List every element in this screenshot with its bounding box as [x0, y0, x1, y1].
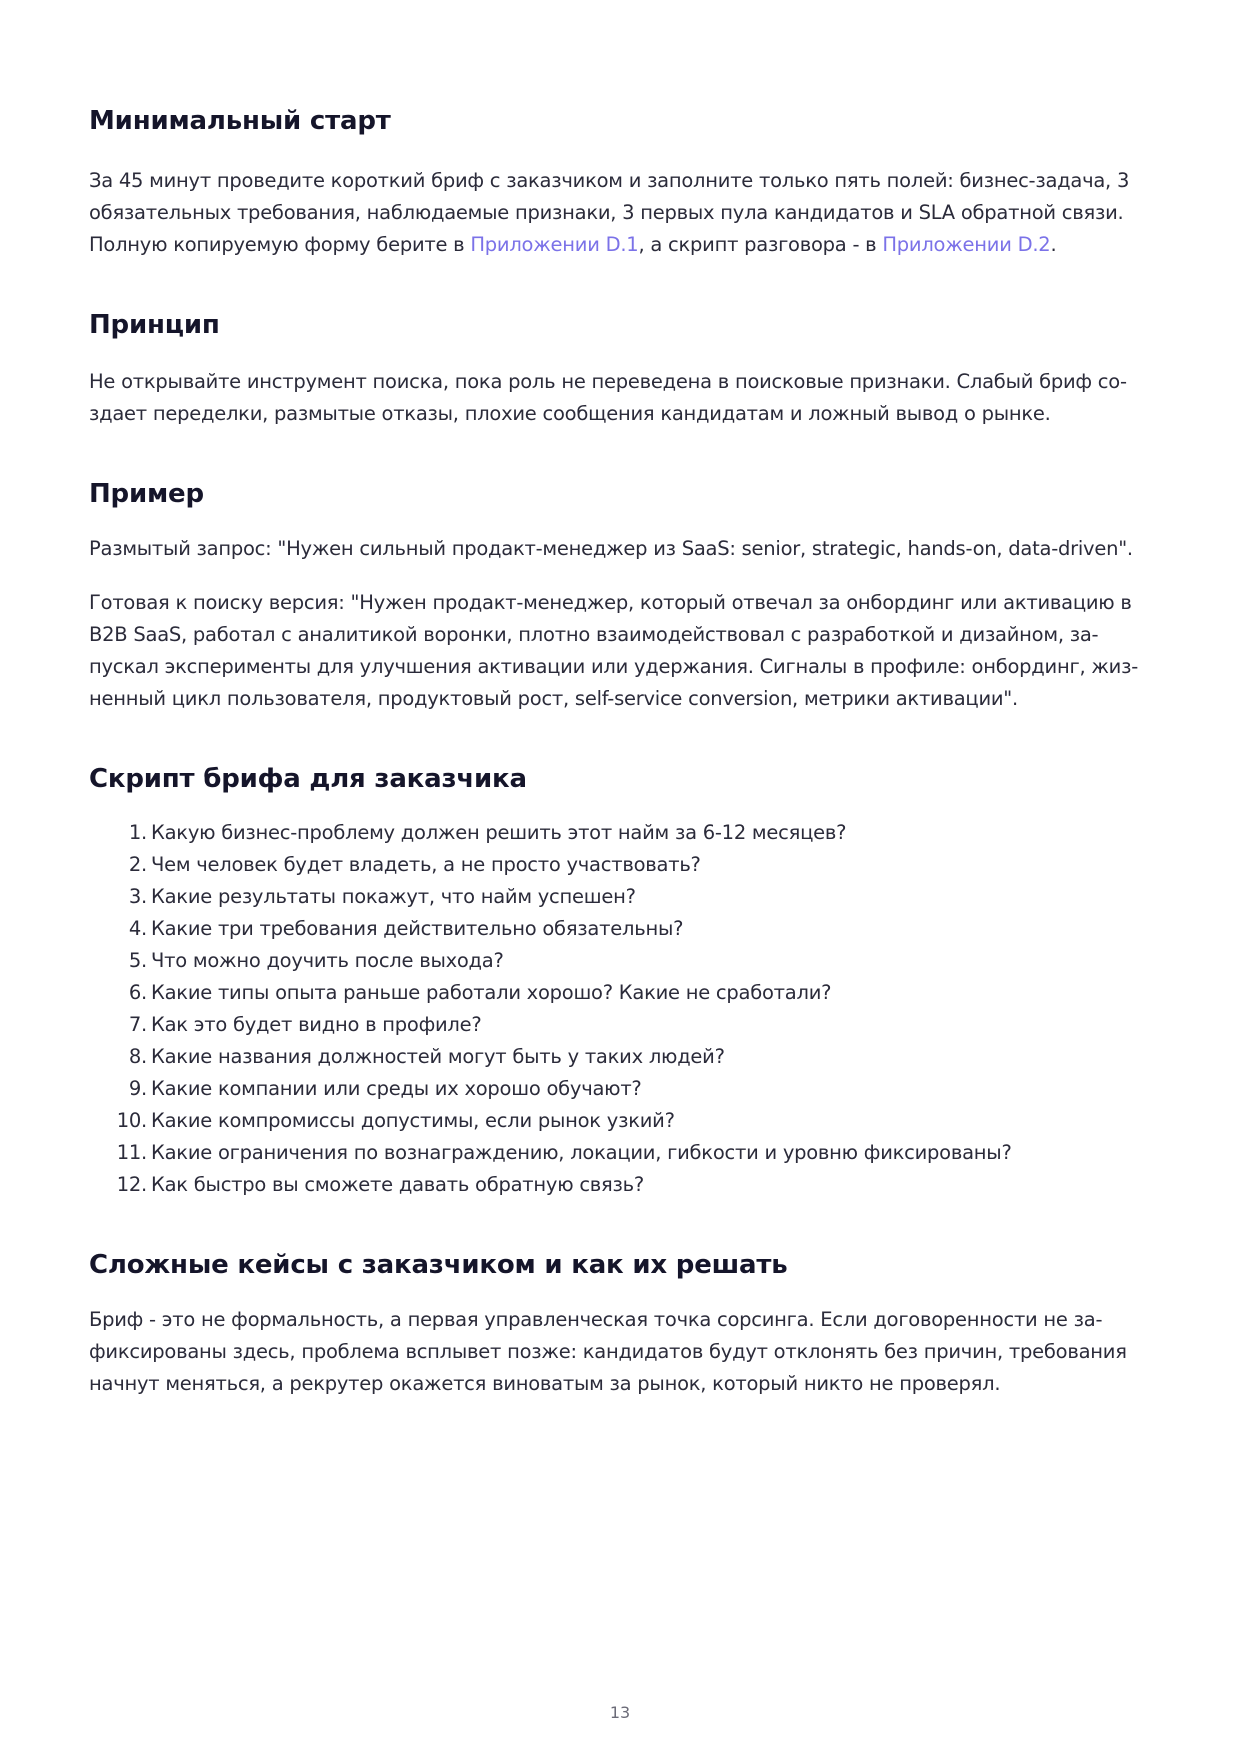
page-number: 13	[609, 1703, 631, 1722]
section-paragraph: Бриф - это не формальность, а первая управленческая точка сорсинга. Если договоренности не зафиксированы здесь, проблема всплывет позже: кандидатов будут отклонять без причин, требования начнут меняться, а рекрутер окажется виноватым за рынок, который никто не проверял.	[89, 1308, 1127, 1395]
list-item: 3. Какие результаты покажут, что найм успешен?	[128, 885, 636, 908]
section-example	[89, 477, 1159, 715]
list-item: 6. Какие типы опыта раньше работали хорошо? Какие не сработали?	[128, 981, 832, 1004]
section-hard-cases	[89, 1248, 1159, 1400]
list-item: 2. Чем человек будет владеть, а не просто участвовать?	[128, 853, 701, 876]
section-title: Минимальный старт	[89, 106, 391, 136]
section-minimal-start	[89, 104, 1159, 261]
paragraph-text: За 45 минут проведите короткий бриф с заказчиком и заполните только пять полей: бизнес-задача, 3 обязательных требования, наблюдаемые признаки, 3 первых пула кандидатов и SLA обратной связи. Полную копируемую форму берите в	[89, 169, 1130, 256]
ready-request-paragraph: Готовая к поиску версия: "Нужен продакт-менеджер, который отвечал за онбординг или активацию в B2B SaaS, работал с аналитикой воронки, плотно взаимодействовал с разработкой и дизайном, запускал эксперименты для улучшения активации или удержания. Сигналы в профиле: онбординг, жизненный цикл пользователя, продуктовый рост, self-service conversion, метрики активации".	[89, 591, 1139, 710]
paragraph-text: .	[1050, 233, 1057, 256]
vague-request-paragraph: Размытый запрос: "Нужен сильный продакт-менеджер из SaaS: senior, strategic, hands-on, data-driven".	[89, 537, 1133, 560]
paragraph-text: , а скрипт разговора - в	[638, 233, 883, 256]
list-item: 7. Как это будет видно в профиле?	[128, 1013, 482, 1036]
list-item: 9. Какие компании или среды их хорошо обучают?	[128, 1077, 642, 1100]
section-title: Скрипт брифа для заказчика	[89, 764, 527, 794]
section-title: Принцип	[89, 310, 220, 340]
section-brief-script	[89, 762, 1159, 1201]
appendix-d2-link[interactable]: Приложении D.2	[882, 233, 1051, 256]
page-content	[89, 104, 1159, 1400]
section-principle	[89, 308, 1159, 430]
list-item: 4. Какие три требования действительно обязательны?	[128, 917, 684, 940]
list-item: 11. Какие ограничения по вознаграждению, локации, гибкости и уровню фиксированы?	[116, 1141, 1012, 1164]
list-item: 12. Как быстро вы сможете давать обратную связь?	[116, 1173, 644, 1196]
section-paragraph: Не открывайте инструмент поиска, пока роль не переведена в поисковые признаки. Слабый бриф создает переделки, размытые отказы, плохие сообщения кандидатам и ложный вывод о рынке.	[89, 370, 1127, 425]
list-item: 5. Что можно доучить после выхода?	[128, 949, 504, 972]
appendix-d1-link[interactable]: Приложении D.1	[470, 233, 639, 256]
section-title: Пример	[89, 479, 204, 509]
list-item: 10. Какие компромиссы допустимы, если рынок узкий?	[116, 1109, 675, 1132]
list-item: 1. Какую бизнес-проблему должен решить этот найм за 6-12 месяцев?	[128, 821, 847, 844]
brief-questions-list	[89, 817, 1159, 1201]
section-title: Сложные кейсы с заказчиком и как их решать	[89, 1250, 788, 1280]
list-item: 8. Какие названия должностей могут быть у таких людей?	[128, 1045, 725, 1068]
section-paragraph	[89, 165, 1159, 261]
